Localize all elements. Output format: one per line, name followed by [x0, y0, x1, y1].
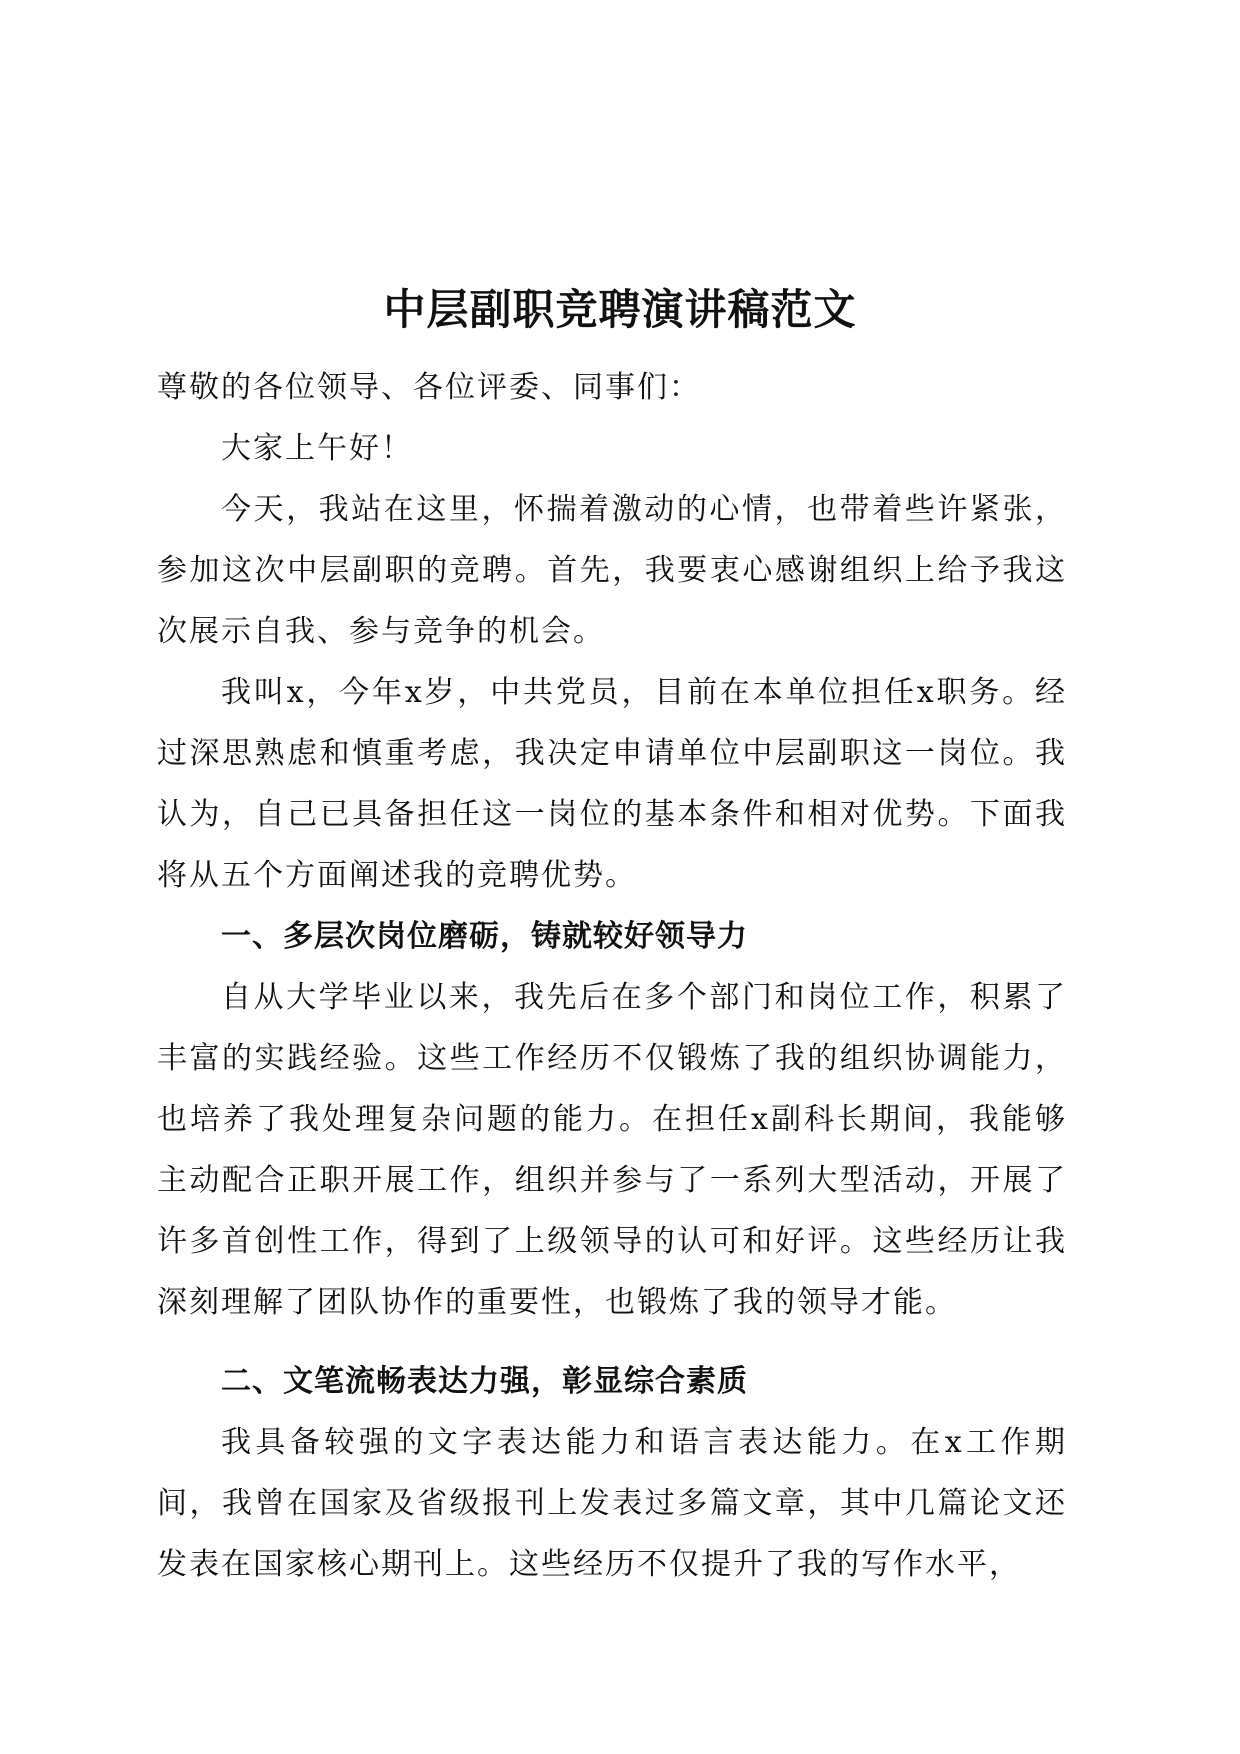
- document-title: 中层副职竞聘演讲稿范文: [383, 285, 857, 334]
- intro-paragraph-1: 今天，我站在这里，怀揣着激动的心情，也带着些许紧张，参加这次中层副职的竞聘。首先，我要衷心感谢组织上给予我这次展示自我、参与竞争的机会。: [157, 492, 1067, 649]
- section-2-heading: 二、文笔流畅表达力强，彰显综合素质: [221, 1364, 748, 1399]
- intro-paragraph-2: 我叫x，今年x岁，中共党员，目前在本单位担任x职务。经过深思熟虑和慎重考虑，我决定申请单位中层副职这一岗位。我认为，自己已具备担任这一岗位的基本条件和相对优势。下面我将从五个方面阐述我的竞聘优势。: [157, 675, 1067, 893]
- document-body: [157, 357, 1067, 1595]
- section-1-heading: 一、多层次岗位磨砺，铸就较好领导力: [221, 919, 748, 954]
- salutation: 尊敬的各位领导、各位评委、同事们：: [157, 370, 701, 405]
- section-gap: [157, 1333, 1067, 1351]
- greeting: 大家上午好！: [221, 431, 413, 466]
- section-1-body: 自从大学毕业以来，我先后在多个部门和岗位工作，积累了丰富的实践经验。这些工作经历不仅锻炼了我的组织协调能力，也培养了我处理复杂问题的能力。在担任x副科长期间，我能够主动配合正职开展工作，组织并参与了一系列大型活动，开展了许多首创性工作，得到了上级领导的认可和好评。这些经历让我深刻理解了团队协作的重要性，也锻炼了我的领导才能。: [157, 980, 1067, 1320]
- section-2-body: 我具备较强的文字表达能力和语言表达能力。在x工作期间，我曾在国家及省级报刊上发表过多篇文章，其中几篇论文还发表在国家核心期刊上。这些经历不仅提升了我的写作水平，: [157, 1425, 1067, 1582]
